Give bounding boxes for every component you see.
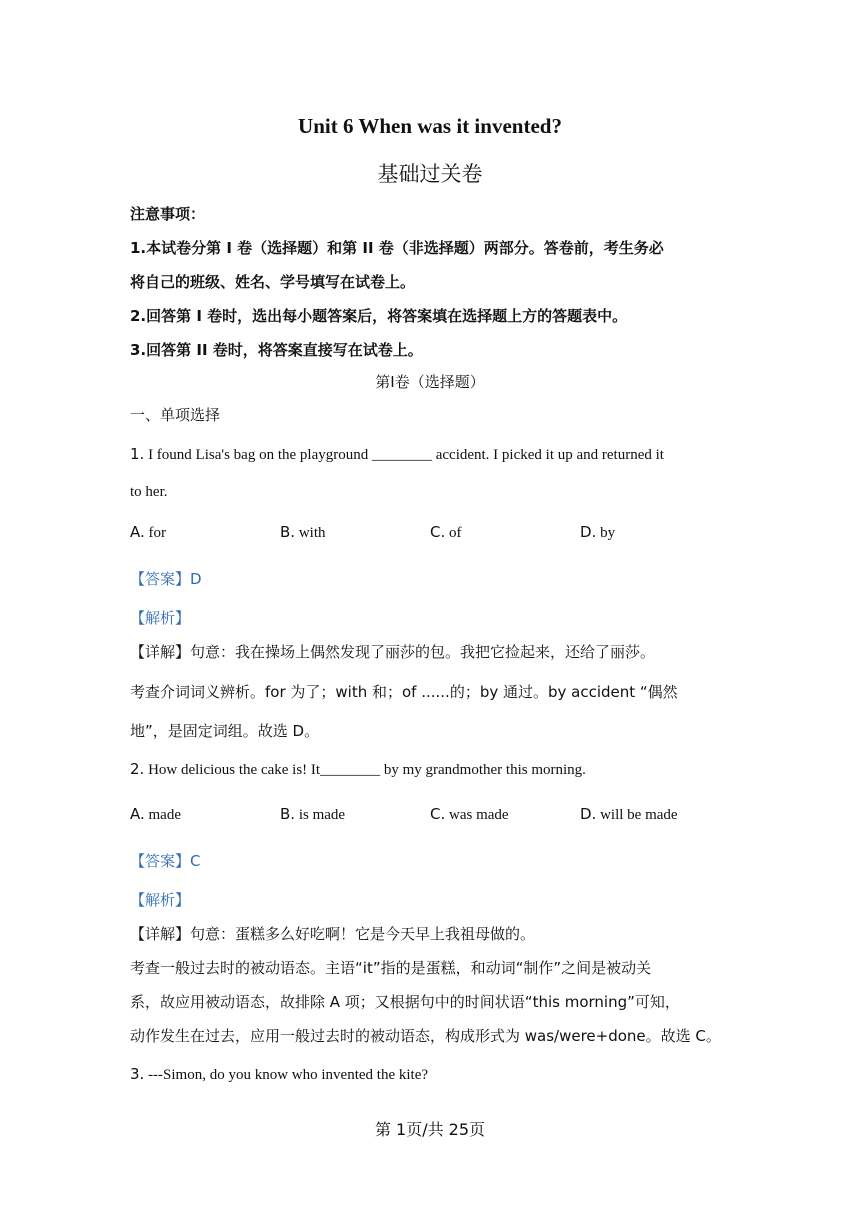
question-number: 2. (130, 760, 145, 778)
answer-value: D (190, 570, 202, 588)
option-text: is made (298, 807, 346, 823)
option-text: for (148, 525, 167, 541)
option-text: will be made (600, 807, 678, 823)
analysis-label: 【解析】 (130, 891, 191, 909)
option-letter: B. (280, 805, 296, 823)
option-letter: A. (130, 523, 145, 541)
detail-line: 系，故应用被动语态，故排除 A 项；又根据句中的时间状语“this morning”可知， (130, 993, 680, 1011)
detail-line: 【详解】句意：蛋糕多么好吃啊！它是今天早上我祖母做的。 (130, 925, 536, 943)
option-c (430, 805, 509, 824)
detail-line: 【详解】句意：我在操场上偶然发现了丽莎的包。我把它捡起来，还给了丽莎。 (130, 643, 656, 661)
question-stem-line (130, 760, 586, 779)
option-letter: C. (430, 523, 446, 541)
question-stem-line: to her. (130, 484, 168, 500)
section-title: 一、单项选择 (130, 406, 221, 424)
option-b (280, 523, 325, 542)
question-stem-text: ---Simon, do you know who invented the kite? (148, 1067, 429, 1083)
question-number: 1. (130, 445, 145, 463)
option-letter: A. (130, 805, 145, 823)
question-stem-text: How delicious the cake is! It________ by my grandmother this morning. (148, 762, 586, 778)
detail-line: 考查介词词义辨析。for 为了；with 和；of ......的；by 通过。by accident “偶然 (130, 683, 678, 701)
option-d (580, 523, 615, 542)
document-subtitle: 基础过关卷 (377, 162, 483, 186)
document-title: Unit 6 When was it invented? (298, 114, 562, 138)
detail-line: 地”，是固定词组。故选 D。 (130, 722, 320, 740)
question-stem-text: I found Lisa's bag on the playground ________ accident. I picked it up and returned it (148, 447, 664, 463)
analysis-label: 【解析】 (130, 609, 191, 627)
option-text: was made (449, 807, 509, 823)
part-title: 第Ⅰ卷（选择题） (375, 373, 485, 391)
option-d (580, 805, 678, 824)
note-line: 1.本试卷分第 I 卷（选择题）和第 II 卷（非选择题）两部分。答卷前，考生务必 (130, 239, 664, 257)
question-stem-line (130, 1065, 428, 1084)
notes-heading: 注意事项： (130, 205, 206, 223)
option-c (430, 523, 462, 542)
answer-label: 【答案】 (130, 852, 191, 870)
option-text: of (449, 525, 462, 541)
detail-line: 动作发生在过去，应用一般过去时的被动语态，构成形式为 was/were+done。故选 C。 (130, 1027, 721, 1045)
option-b (280, 805, 345, 824)
answer-line (130, 850, 201, 871)
question-number: 3. (130, 1065, 145, 1083)
note-line: 3.回答第 II 卷时，将答案直接写在试卷上。 (130, 341, 423, 359)
question-stem-line (130, 445, 664, 464)
note-line: 将自己的班级、姓名、学号填写在试卷上。 (130, 273, 416, 291)
answer-label: 【答案】 (130, 570, 191, 588)
option-a (130, 805, 181, 824)
option-a (130, 523, 166, 542)
answer-line (130, 568, 202, 589)
answer-value: C (190, 852, 201, 870)
option-text: made (148, 807, 181, 823)
option-letter: B. (280, 523, 296, 541)
option-letter: D. (580, 805, 597, 823)
option-letter: D. (580, 523, 597, 541)
note-line: 2.回答第 I 卷时，选出每小题答案后，将答案填在选择题上方的答题表中。 (130, 307, 628, 325)
option-text: by (600, 525, 616, 541)
detail-line: 考查一般过去时的被动语态。主语“it”指的是蛋糕，和动词“制作”之间是被动关 (130, 959, 652, 977)
option-text: with (298, 525, 326, 541)
page-footer: 第 1页/共 25页 (374, 1120, 486, 1139)
option-letter: C. (430, 805, 446, 823)
